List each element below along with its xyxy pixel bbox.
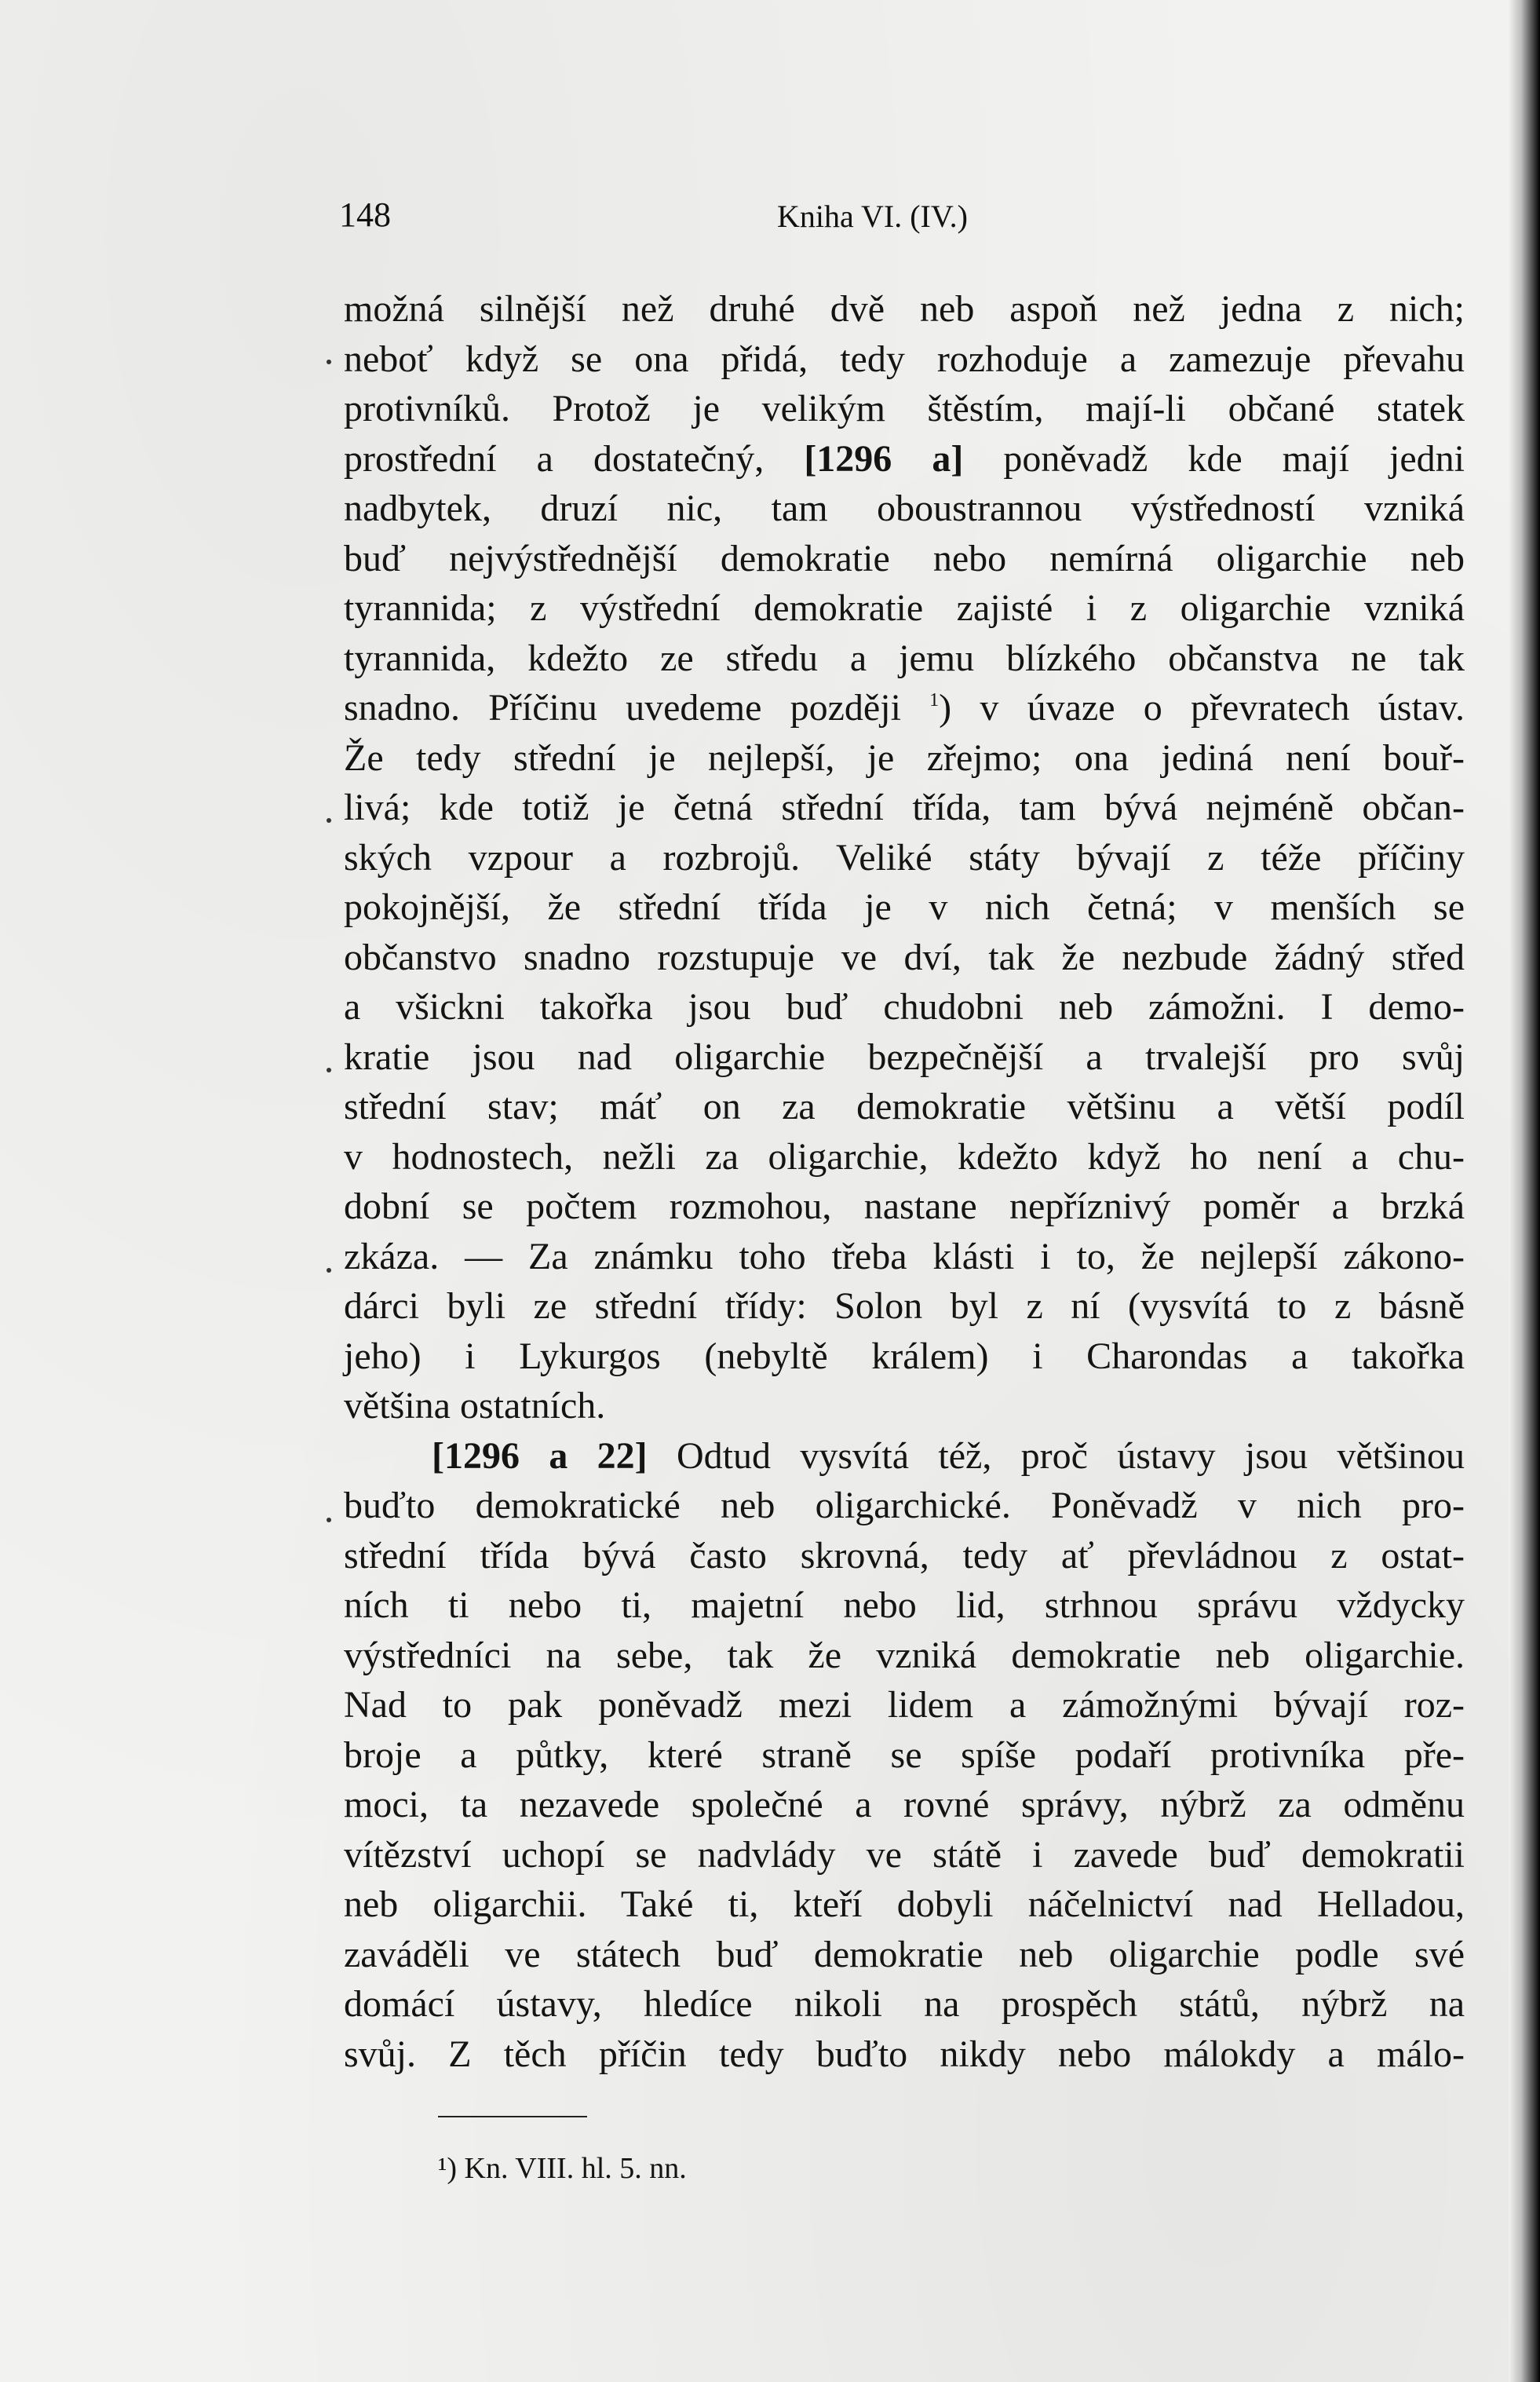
line-text: prostřední a dostatečný, — [344, 437, 805, 480]
text-line: zaváděli ve státech buď demokratie neb oligarchie podle své — [344, 1933, 1465, 1975]
body-text — [344, 284, 1465, 2079]
text-line: ských vzpour a rozbrojů. Veliké státy bývají z téže příčiny — [344, 836, 1465, 879]
text-line: občanstvo snadno rozstupuje ve dví, tak že nezbude žádný střed — [344, 936, 1465, 978]
text-line: pokojnější, že střední třída je v nich četná; v menších se — [344, 886, 1465, 928]
margin-mark — [327, 818, 331, 823]
margin-mark — [327, 1518, 331, 1522]
text-line: buďto demokratické neb oligarchické. Poněvadž v nich pro- — [344, 1485, 1465, 1526]
text-line: dobní se počtem rozmohou, nastane nepříznivý poměr a brzká — [344, 1186, 1465, 1227]
text-line: livá; kde totiž je četná střední třída, tam bývá nejméně občan- — [344, 787, 1465, 828]
text-line: svůj. Z těch příčin tedy buďto nikdy nebo málokdy a málo- — [344, 2033, 1465, 2075]
text-line: neb oligarchii. Také ti, kteří dobyli náčelnictví nad Helladou, — [344, 1883, 1465, 1925]
line-text: ) v úvaze o převratech ústav. — [939, 687, 1465, 729]
footnote — [438, 2151, 687, 2186]
text-line — [344, 683, 1465, 733]
text-line: většina ostatních. — [344, 1385, 606, 1427]
margin-mark — [327, 1268, 331, 1273]
text-line: protivníků. Protož je velikým štěstím, mají-li občané statek — [344, 388, 1465, 429]
text-line: jeho) i Lykurgos (nebyltě králem) i Charondas a takořka — [344, 1335, 1465, 1377]
text-line: střední třída bývá často skrovná, tedy ať převládnou z ostat- — [344, 1534, 1465, 1576]
footnote-ref: 1 — [929, 690, 940, 711]
text-line: tyrannida, kdežto ze středu a jemu blízkého občanstva ne tak — [344, 637, 1465, 679]
line-text: Odtud vysvítá též, proč ústavy jsou většinou — [647, 1434, 1465, 1477]
text-line — [344, 434, 1465, 484]
running-head — [339, 195, 1469, 242]
text-line: možná silnější než druhé dvě neb aspoň než jedna z nich; — [344, 288, 1465, 330]
text-line: tyrannida; z výstřední demokratie zajisté i z oligarchie vzniká — [344, 587, 1465, 629]
text-line: dárci byli ze střední třídy: Solon byl z ní (vysvítá to z básně — [344, 1285, 1465, 1327]
text-line: domácí ústavy, hledíce nikoli na prospěch států, nýbrž na — [344, 1983, 1465, 2025]
margin-mark — [327, 360, 331, 364]
text-line: vítězství uchopí se nadvlády ve státě i zavede buď demokratii — [344, 1833, 1465, 1876]
page-number: 148 — [339, 195, 391, 234]
text-line: Že tedy střední je nejlepší, je zřejmo; ona jediná není bouř- — [344, 736, 1465, 779]
section-reference: [1296 a] — [804, 437, 964, 480]
text-line: kratie jsou nad oligarchie bezpečnější a trvalejší pro svůj — [344, 1036, 1465, 1078]
margin-mark — [327, 1068, 331, 1072]
text-line: broje a půtky, které straně se spíše podaří protivníka pře- — [344, 1734, 1465, 1776]
running-title: Kniha VI. (IV.) — [777, 199, 968, 234]
text-line: neboť když se ona přidá, tedy rozhoduje a zamezuje převahu — [344, 338, 1465, 380]
text-line: buď nejvýstřednější demokratie nebo nemírná oligarchie neb — [344, 537, 1465, 579]
section-reference: [1296 a 22] — [432, 1434, 648, 1477]
text-line: moci, ta nezavede společné a rovné správy, nýbrž za odměnu — [344, 1784, 1465, 1825]
footnote-rule — [438, 2116, 587, 2117]
text-line: výstředníci na sebe, tak že vzniká demokratie neb oligarchie. — [344, 1634, 1465, 1676]
line-text: poněvadž kde mají jedni — [963, 437, 1465, 480]
text-line: ních ti nebo ti, majetní nebo lid, strhnou správu vždycky — [344, 1584, 1465, 1626]
text-line: v hodnostech, nežli za oligarchie, kdežto když ho není a chu- — [344, 1135, 1465, 1178]
footnote-marker: ¹) — [438, 2152, 458, 2185]
text-line: a všickni takořka jsou buď chudobni neb zámožni. I demo- — [344, 986, 1465, 1028]
text-line: zkáza. — Za známku toho třeba klásti i to, že nejlepší zákono- — [344, 1235, 1465, 1277]
text-line: nadbytek, druzí nic, tam oboustrannou výstředností vzniká — [344, 488, 1465, 529]
text-line: Nad to pak poněvadž mezi lidem a zámožnými bývají roz- — [344, 1684, 1465, 1726]
text-line: střední stav; máť on za demokratie většinu a větší podíl — [344, 1086, 1465, 1127]
text-line — [344, 1431, 1465, 1481]
line-text: snadno. Příčinu uvedeme později — [344, 687, 930, 729]
footnote-text: Kn. VIII. hl. 5. nn. — [457, 2152, 687, 2185]
page-edge — [1509, 0, 1540, 2382]
